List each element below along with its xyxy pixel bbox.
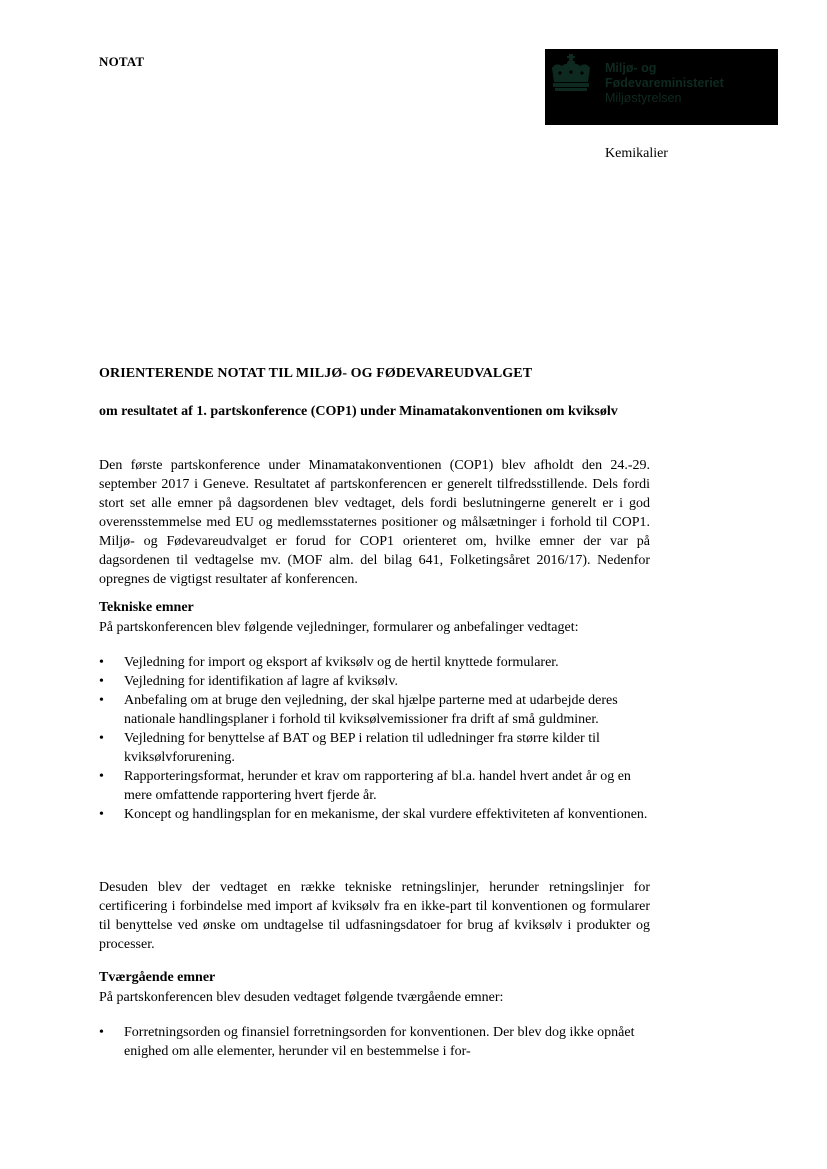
document-subtitle: om resultatet af 1. partskonference (COP1) under Minamatakonventionen om kviksølv (99, 404, 618, 419)
list-item-text: Koncept og handlingsplan for en mekanisme, der skal vurdere effektiviteten af konventionen. (124, 807, 648, 822)
bullet-icon: • (99, 731, 104, 746)
logo-line-3: Miljøstyrelsen (605, 91, 682, 105)
bullet-icon: • (99, 769, 104, 784)
list-item (99, 691, 650, 729)
bullet-icon: • (99, 1025, 104, 1040)
bullet-icon: • (99, 693, 104, 708)
crosscutting-items-list (99, 1023, 650, 1061)
logo-line-1: Miljø- og (605, 61, 657, 75)
technical-outro-paragraph: Desuden blev der vedtaget en række tekniske retningslinjer, herunder retningslinjer for certificering i forbindelse med import af kviksølv fra en ikke-part til konventionen og formularer til benyttelse ved ønske om undtagelse til udfasningsdatoer for brug af kviksølv i produkter og processer. (99, 880, 650, 952)
crown-logo-icon (548, 54, 594, 92)
list-item (99, 805, 650, 824)
list-item-text: Vejledning for identifikation af lagre af kviksølv. (124, 674, 398, 689)
document-type-label: NOTAT (99, 54, 145, 69)
logo-text (605, 61, 724, 106)
list-item (99, 1023, 650, 1061)
list-item (99, 767, 650, 805)
list-item (99, 653, 650, 672)
bullet-icon: • (99, 674, 104, 689)
bullet-icon: • (99, 655, 104, 670)
logo-line-2: Fødevareministeriet (605, 76, 724, 90)
list-item-text: Vejledning for import og eksport af kviksølv og de hertil knyttede formularer. (124, 655, 559, 670)
list-item-text: Forretningsorden og finansiel forretningsorden for konventionen. Der blev dog ikke opnået enighed om alle elementer, herunder vil en bestemmelse i for- (124, 1025, 635, 1059)
list-item-text: Anbefaling om at bruge den vejledning, der skal hjælpe parterne med at udarbejde deres nationale handlingsplaner i forhold til kviksølvemissioner fra drift af små guldminer. (124, 693, 618, 727)
list-item (99, 729, 650, 767)
bullet-icon: • (99, 807, 104, 822)
list-item (99, 672, 650, 691)
section-intro-technical: På partskonferencen blev følgende vejledninger, formularer og anbefalinger vedtaget: (99, 620, 579, 635)
technical-items-list (99, 653, 650, 824)
list-item-text: Rapporteringsformat, herunder et krav om rapportering af bl.a. handel hvert andet år og en mere omfattende rapportering hvert fjerde år. (124, 769, 631, 803)
section-intro-crosscutting: På partskonferencen blev desuden vedtaget følgende tværgående emner: (99, 990, 504, 1005)
document-title: ORIENTERENDE NOTAT TIL MILJØ- OG FØDEVAREUDVALGET (99, 366, 533, 381)
list-item-text: Vejledning for benyttelse af BAT og BEP i relation til udledninger fra større kilder til kviksølvforurening. (124, 731, 600, 765)
section-title-technical: Tekniske emner (99, 600, 194, 615)
ministry-logo (545, 49, 778, 125)
intro-paragraph: Den første partskonference under Minamatakonventionen (COP1) blev afholdt den 24.-29. september 2017 i Geneve. Resultatet af partskonferencen er generelt tilfredsstillende. Dels fordi stort set alle emner på dagsordenen blev vedtaget, dels fordi beslutningerne generelt er i god overensstemmelse med EU og medlemsstaternes positioner og målsætninger i forhold til COP1. Miljø- og Fødevareudvalget er forud for COP1 orienteret om, hvilke emner der var på dagsordenen til vedtagelse mv. (MOF alm. del bilag 641, Folketingsåret 2016/17). Nedenfor opregnes de vigtigst resultater af konferencen. (99, 458, 650, 587)
category-label: Kemikalier (605, 146, 668, 161)
section-title-crosscutting: Tværgående emner (99, 970, 216, 985)
